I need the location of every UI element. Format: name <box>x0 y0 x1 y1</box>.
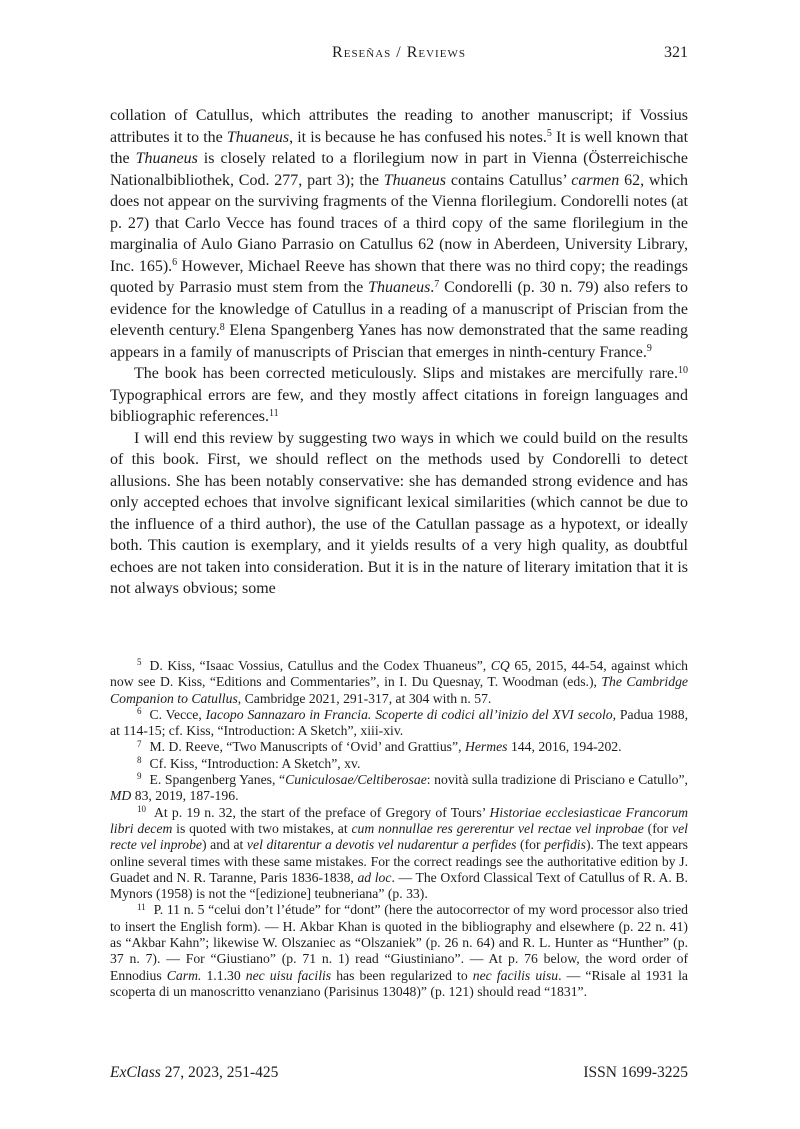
footnote-9 <box>110 772 688 805</box>
footnote-text: Cf. Kiss, “Introduction: A Sketch”, xv. <box>149 755 361 771</box>
footnote-5 <box>110 658 688 707</box>
footnote-7 <box>110 739 688 755</box>
body-paragraph-3: I will end this review by suggesting two ways in which we could build on the results of this book. First, we should reflect on the methods used by Condorelli to detect allusions. She has been notably conservative: she has demanded strong evidence and has only accepted echoes that involve significant lexical similarities (which cannot be due to the influence of a third author), the use of the Catullan passage as a hypotext, or ideally both. This caution is exemplary, and it yields results of a very high quality, as doubtful echoes are not taken into consideration. But it is in the nature of literary imitation that it is not always obvious; some <box>110 429 688 597</box>
page-number: 321 <box>664 44 688 61</box>
running-head <box>110 44 688 64</box>
body-paragraph-1: collation of Catullus, which attributes the reading to another manuscript; if Vossius attributes it to the Thuaneus, it is because he has confused his notes.$^5$ It is well known that the Thuaneus is closely related to a florilegium now in part in Vienna (Österreichische Nationalbibliothek, Cod. 277, part 3); the Thuaneus contains Catullus’ carmen 62, which does not appear on the surviving fragments of the Vienna florilegium. Condorelli notes (at p. 27) that Carlo Vecce has found traces of a third copy of the same florilegium in the marginalia of Aulo Giano Parrasio on Catullus 62 (now in Aberdeen, University Library, Inc. 165).$^6$ However, Michael Reeve has shown that there was no third copy; the readings quoted by Parrasio must stem from the Thuaneus.$^7$ Condorelli (p. 30 n. 79) also refers to evidence for the knowledge of Catullus in a reading of a manuscript of Priscian from the eleventh century.$^8$ Elena Spangenberg Yanes has now demonstrated that the same reading appears in a family of manuscripts of Priscian that emerges in ninth-century France.$^9$ <box>110 107 689 361</box>
footnote-10 <box>110 805 688 903</box>
footnotes-block <box>110 658 688 1000</box>
running-title: Reseñas / Reviews <box>332 44 466 61</box>
footnote-number: 10 <box>137 803 146 814</box>
footnote-number: 7 <box>137 738 142 749</box>
body-paragraph-2: The book has been corrected meticulously. Slips and mistakes are mercifully rare.$^{10}$ Typographical errors are few, and they mostly affect citations in foreign languages and bibliographic references.$^{11}$ <box>110 364 688 425</box>
footnote-11 <box>110 902 688 1000</box>
footnote-text: C. Vecce, Iacopo Sannazaro in Francia. Scoperte di codici all’inizio del XVI secolo, Padua 1988, at 114-15; cf. Kiss, “Introduction: A Sketch”, xiii-xiv. <box>110 706 688 739</box>
review-body <box>110 105 688 600</box>
footnote-number: 11 <box>137 901 146 912</box>
footnote-number: 6 <box>137 705 142 716</box>
footnote-text: At p. 19 n. 32, the start of the preface of Gregory of Tours’ Historiae ecclesiasticae Francorum libri decem is quoted with two mistakes, at cum nonnullae res gererentur vel rectae vel inprobae (for vel recte vel inprobe) and at vel ditarentur a devotis vel nudarentur a perfides (for perfidis). The text appears online several times with these same mistakes. For the correct readings see the authoritative edition by J. Guadet and N. R. Taranne, Paris 1836-1838, ad loc. — The Oxford Classical Text of Catullus of R. A. B. Mynors (1958) is not the “[edizione] teubneriana” (p. 33). <box>110 804 689 902</box>
footnote-number: 5 <box>137 657 142 668</box>
footnote-text: E. Spangenberg Yanes, “Cuniculosae/Celtiberosae: novità sulla tradizione di Prisciano e Catullo”, MD 83, 2019, 187-196. <box>110 772 688 804</box>
footnote-text: D. Kiss, “Isaac Vossius, Catullus and the Codex Thuaneus”, CQ 65, 2015, 44-54, against which now see D. Kiss, “Editions and Commentaries”, in I. Du Quesnay, T. Woodman (eds.), The Cambridge Companion to Catullus, Cambridge 2021, 291-317, at 304 with n. 57. <box>110 658 689 706</box>
issn: ISSN 1699-3225 <box>583 1064 688 1081</box>
footnote-text: M. D. Reeve, “Two Manuscripts of ‘Ovid’ and Grattius”, Hermes 144, 2016, 194-202. <box>149 739 622 755</box>
journal-reference: ExClass 27, 2023, 251-425 <box>110 1064 279 1081</box>
footnote-6 <box>110 707 688 740</box>
page-footer <box>110 1064 688 1082</box>
footnote-8 <box>110 756 688 772</box>
footnote-number: 8 <box>137 754 142 765</box>
footnote-number: 9 <box>137 771 142 782</box>
footnote-text: P. 11 n. 5 “celui don’t l’étude” for “dont” (here the autocorrector of my word processor also tried to insert the English form). — H. Akbar Khan is quoted in the bibliography and elsewhere (p. 22 n. 41) as “Akbar Kahn”; likewise W. Olszaniec as “Olszaniek” (p. 26 n. 64) and R. L. Hunter as “Hunther” (p. 37 n. 7). — For “Giustiano” (p. 71 n. 1) read “Giustiniano”. — At p. 76 below, the word order of Ennodius Carm. 1.1.30 nec uisu facilis has been regularized to nec facilis uisu. — “Risale al 1931 la scoperta di un manoscritto venanziano (Parisinus 13048)” (p. 121) should read “1831”. <box>110 902 688 999</box>
